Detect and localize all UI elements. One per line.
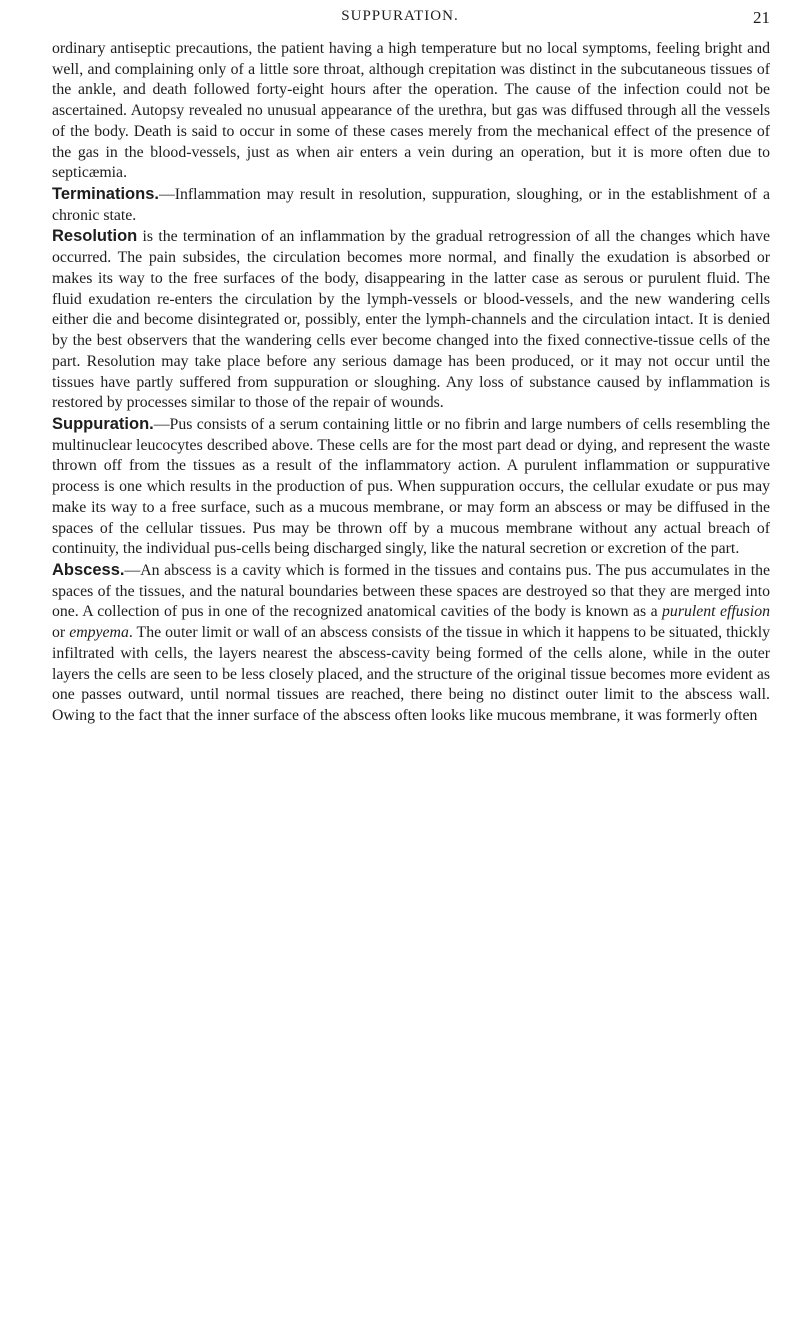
- paragraph-abscess: [52, 560, 770, 727]
- heading-abscess: Abscess.: [52, 560, 125, 579]
- paragraph-text: is the termination of an inflammation by the gradual retrogression of all the changes which have occurred. The pain subsides, the circulation becomes more normal, and finally the exudation is absorbed or makes its way to the free surfaces of the body, disappearing in the latter case as serous or purulent fluid. The fluid exudation re-enters the circulation by the lymph-vessels or blood-vessels, and the new wandering cells either die and become disintegrated or, possibly, enter the lymph-channels and the circulation intact. It is denied by the best observers that the wandering cells ever become changed into the fixed connective-tissue cells of the part. Resolution may take place before any serious damage has been produced, or it may not occur until the tissues have partly suffered from suppuration or sloughing. Any loss of substance caused by inflammation is restored by processes similar to those of the repair of wounds.: [52, 228, 770, 412]
- page-number: 21: [753, 8, 770, 27]
- heading-resolution: Resolution: [52, 227, 138, 246]
- paragraph-text: —Inflammation may result in resolution, suppuration, sloughing, or in the establishment of a chronic state.: [52, 186, 770, 224]
- running-title: SUPPURATION.: [341, 8, 459, 24]
- paragraph-text: —Pus consists of a serum containing little or no fibrin and large numbers of cells resembling the multinuclear leucocytes described above. These cells are for the most part dead or dying, and represent the waste thrown off from the tissues as a result of the inflammatory action. A purulent inflammation or suppurative process is one which results in the production of pus. When suppuration occurs, the cellular exudate or pus may make its way to a free surface, such as a mucous membrane, or may form an abscess or may be diffused in the spaces of the cellular tissues. Pus may be thrown off by a mucous membrane without any actual breach of continuity, the individual pus-cells being discharged singly, like the natural secretion or excretion of the part.: [52, 415, 770, 558]
- body-text: [52, 39, 770, 727]
- heading-suppuration: Suppuration.: [52, 414, 154, 433]
- paragraph-text: or: [52, 624, 70, 642]
- term-empyema: empyema: [69, 624, 129, 642]
- paragraph-gas-gangrene-case: [52, 39, 770, 184]
- paragraph-text: . The outer limit or wall of an abscess consists of the tissue in which it happens to be situated, thickly infiltrated with cells, the layers nearest the abscess-cavity being formed of the cells alone, while in the outer layers the cells are seen to be less closely placed, and the structure of the original tissue becomes more evident as one passes outward, until normal tissues are reached, there being no distinct outer limit to the abscess wall. Owing to the fact that the inner surface of the abscess often looks like mucous membrane, it was formerly often: [52, 624, 770, 724]
- paragraph-text: ordinary antiseptic precautions, the patient having a high temperature but no local symptoms, feeling bright and well, and complaining only of a little sore throat, although crepitation was distinct in the subcutaneous tissues of the ankle, and death followed forty-eight hours after the operation. The cause of the infection could not be ascertained. Autopsy revealed no unusual appearance of the urethra, but gas was diffused through all the vessels of the body. Death is said to occur in some of these cases merely from the mechanical effect of the presence of the gas in the blood-vessels, just as when air enters a vein during an operation, but it is more often due to septicæmia.: [52, 40, 770, 182]
- term-purulent-effusion: purulent effusion: [662, 603, 770, 621]
- paragraph-terminations: [52, 184, 770, 226]
- paragraph-suppuration: [52, 414, 770, 560]
- paragraph-text: —An abscess is a cavity which is formed in the tissues and contains pus. The pus accumulates in the spaces of the tissues, and the natural boundaries between these spaces are destroyed so that they are merged into one. A collection of pus in one of the recognized anatomical cavities of the body is known as a: [52, 561, 770, 621]
- running-head: [0, 8, 800, 32]
- heading-terminations: Terminations.: [52, 185, 159, 204]
- paragraph-resolution: [52, 226, 770, 413]
